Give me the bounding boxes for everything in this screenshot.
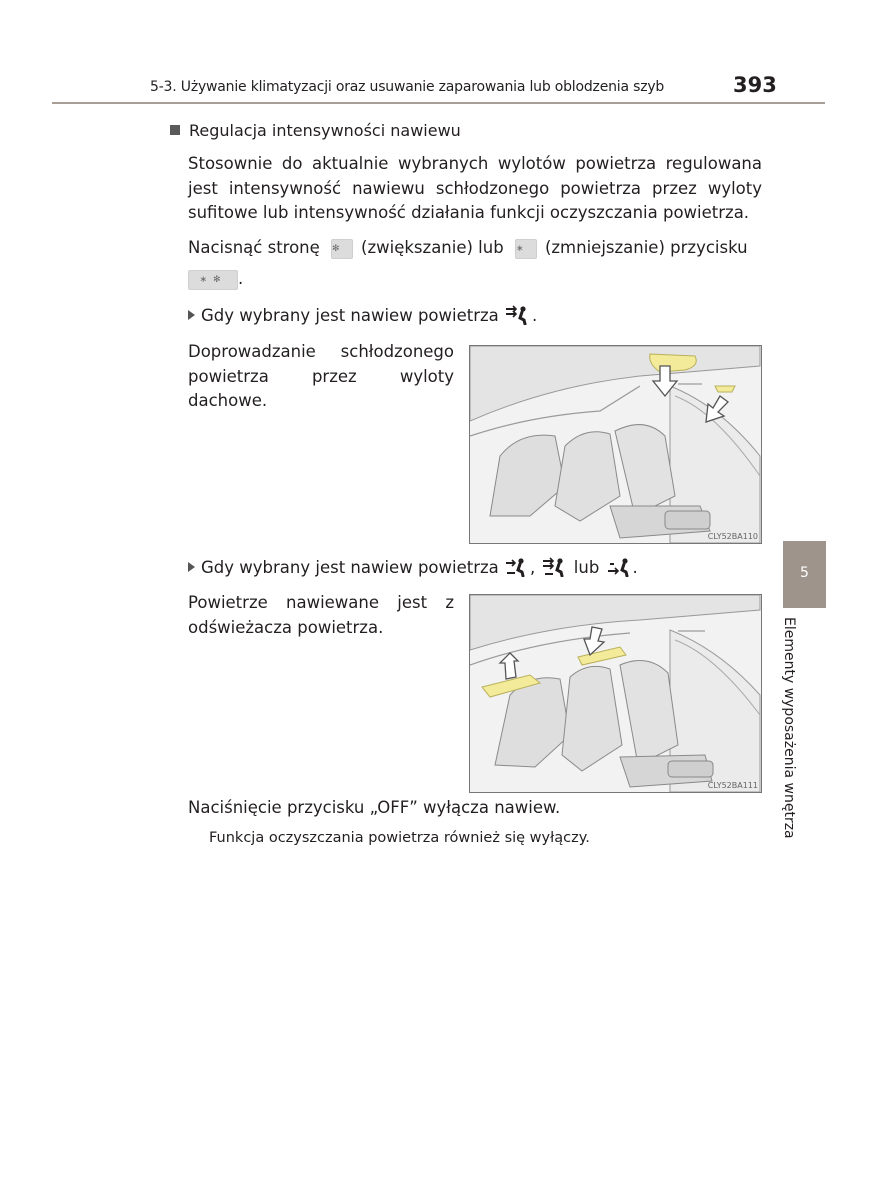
figure2-code: CLY52BA111 [707, 781, 758, 790]
feet-vent-icon [605, 557, 633, 577]
page-number: 393 [733, 73, 777, 97]
fan-button-line [188, 267, 243, 292]
press-decrease-text: (zmniejszanie) przycisku [544, 238, 748, 257]
intro-paragraph: Stosownie do aktualnie wybranych wylotów powietrza regulowana jest intensywność nawiewu schłodzonego powietrza przez wyloty sufitowe lub intensywność działania funkcji oczyszczania powietrza. [188, 154, 762, 222]
car-interior-freshener-illustration [470, 595, 761, 792]
figure2-caption: Powietrze nawiewane jest z odświeżacza powietrza. [188, 593, 454, 637]
header-title: 5-3. Używanie klimatyzacji oraz usuwanie zaparowania lub oblodzenia szyb [150, 79, 665, 95]
note-text: Funkcja oczyszczania powietrza również się wyłączy. [209, 830, 590, 846]
chapter-tab-number: 5 [800, 565, 809, 581]
figure1-code: CLY52BA110 [707, 532, 758, 541]
car-interior-roof-illustration [470, 346, 761, 543]
press-text-start: Nacisnąć stronę [188, 238, 320, 257]
bullet2-sep2: lub [573, 558, 600, 577]
chapter-tab [783, 541, 826, 608]
face-vent-icon [504, 305, 532, 325]
chapter-side-label: Elementy wyposażenia wnętrza [781, 617, 797, 839]
face-feet-vent-icon [541, 557, 569, 577]
bullet1-end: . [532, 306, 538, 325]
off-text: Naciśnięcie przycisku „OFF” wyłącza nawiew. [188, 798, 561, 817]
fan-button-icon: ∗✻ [188, 270, 238, 290]
press-instruction [188, 236, 762, 261]
face-vent-icon [504, 557, 530, 577]
bullet1-line [188, 304, 537, 329]
press-end: . [238, 269, 244, 288]
bullet2-text: Gdy wybrany jest nawiew powietrza [201, 558, 499, 577]
fan-low-icon: ∗ [515, 239, 537, 259]
section-heading-text: Regulacja intensywności nawiewu [189, 121, 461, 140]
figure1-caption: Doprowadzanie schłodzonego powietrza przez wyloty dachowe. [188, 342, 454, 410]
bullet2-sep1: , [530, 558, 536, 577]
figure-roof-vents [469, 345, 762, 544]
press-increase-text: (zwiększanie) lub [361, 238, 504, 257]
triangle-bullet-icon [188, 562, 195, 572]
square-bullet-icon [170, 125, 180, 135]
figure-air-freshener [469, 594, 762, 793]
section-heading [170, 121, 461, 140]
fan-high-icon: ✻ [331, 239, 353, 259]
bullet2-line [188, 556, 638, 581]
bullet1-text: Gdy wybrany jest nawiew powietrza [201, 306, 499, 325]
header-rule [52, 102, 825, 104]
triangle-bullet-icon [188, 310, 195, 320]
bullet2-end: . [632, 558, 638, 577]
